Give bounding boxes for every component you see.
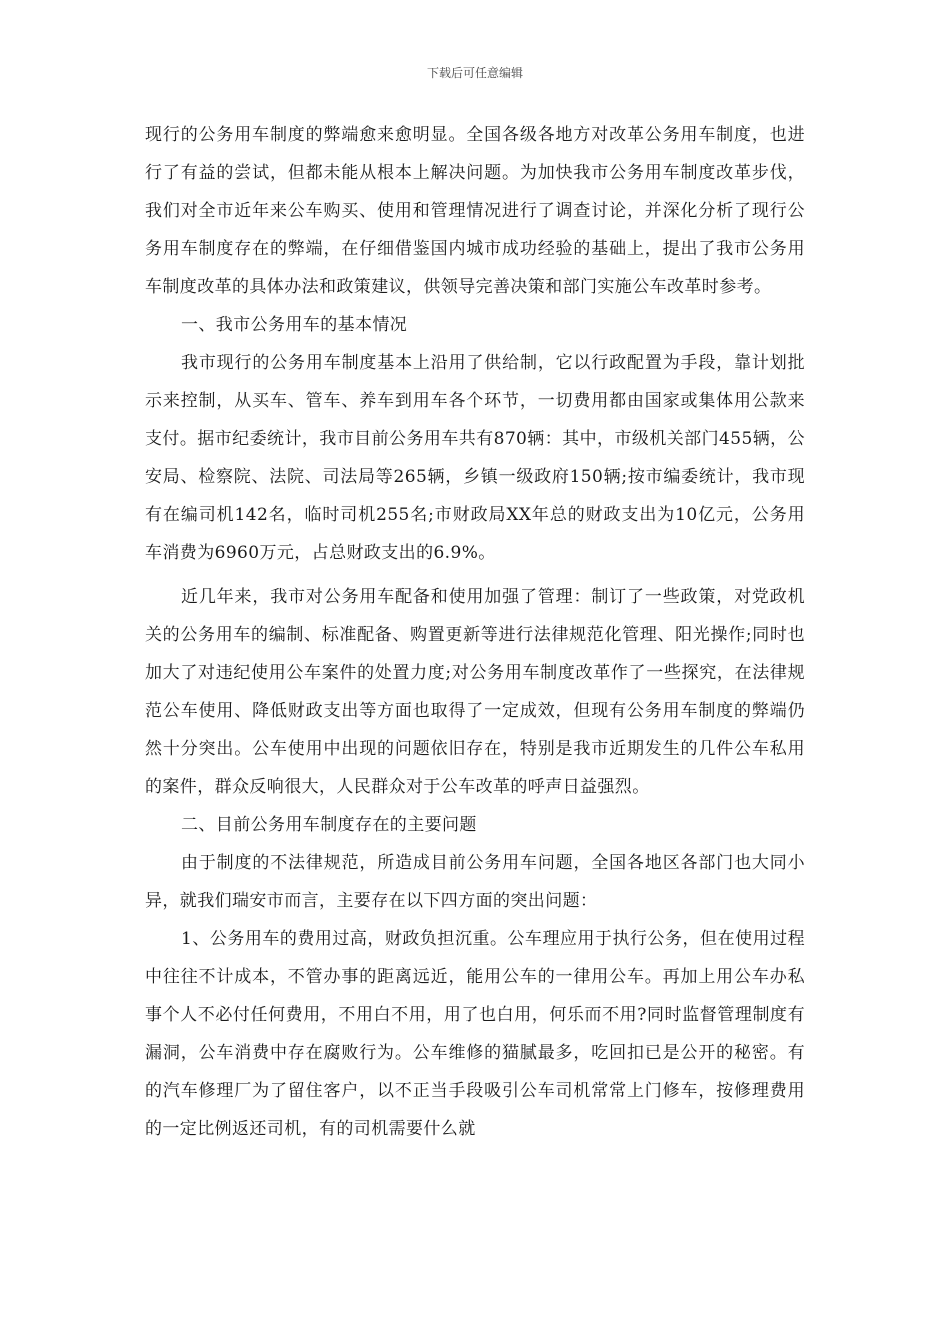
paragraph-problem-1: 1、公务用车的费用过高，财政负担沉重。公车理应用于执行公务，但在使用过程中往往不计成本，不管办事的距离远近，能用公车的一律用公车。再加上用公车办私事个人不必付任何费用，不用白不用，用了也白用，何乐而不用?同时监督管理制度有漏洞，公车消费中存在腐败行为。公车维修的猫腻最多，吃回扣已是公开的秘密。有的汽车修理厂为了留住客户，以不正当手段吸引公车司机常常上门修车，按修理费用的一定比例返还司机，有的司机需要什么就: [145, 929, 805, 1139]
paragraph-intro: 现行的公务用车制度的弊端愈来愈明显。全国各级各地方对改革公务用车制度，也进行了有益的尝试，但都未能从根本上解决问题。为加快我市公务用车制度改革步伐，我们对全市近年来公车购买、使用和管理情况进行了调查讨论，并深化分析了现行公务用车制度存在的弊端，在仔细借鉴国内城市成功经验的基础上，提出了我市公务用车制度改革的具体办法和政策建议，供领导完善决策和部门实施公车改革时参考。: [145, 125, 805, 297]
page-header-note: 下载后可任意编辑: [426, 66, 523, 80]
paragraph-basic-situation: 我市现行的公务用车制度基本上沿用了供给制，它以行政配置为手段，靠计划批示来控制，从买车、管车、养车到用车各个环节，一切费用都由国家或集体用公款来支付。据市纪委统计，我市目前公务用车共有870辆：其中，市级机关部门455辆，公安局、检察院、法院、司法局等265辆，乡镇一级政府150辆;按市编委统计，我市现有在编司机142名，临时司机255名;市财政局XX年总的财政支出为10亿元，公务用车消费为6960万元，占总财政支出的6.9%。: [145, 353, 805, 563]
paragraph-recent-management: 近几年来，我市对公务用车配备和使用加强了管理：制订了一些政策，对党政机关的公务用车的编制、标准配备、购置更新等进行法律规范化管理、阳光操作;同时也加大了对违纪使用公车案件的处置力度;对公务用车制度改革作了一些探究，在法律规范公车使用、降低财政支出等方面也取得了一定成效，但现有公务用车制度的弊端仍然十分突出。公车使用中出现的问题依旧存在，特别是我市近期发生的几件公车私用的案件，群众反响很大，人民群众对于公车改革的呼声日益强烈。: [145, 587, 805, 797]
section-heading-2: 二、目前公务用车制度存在的主要问题: [181, 815, 477, 835]
section-heading-1: 一、我市公务用车的基本情况: [181, 315, 408, 335]
document-body: [145, 116, 805, 1148]
paragraph-problems-intro: 由于制度的不法律规范，所造成目前公务用车问题，全国各地区各部门也大同小异，就我们瑞安市而言，主要存在以下四方面的突出问题：: [145, 853, 805, 911]
